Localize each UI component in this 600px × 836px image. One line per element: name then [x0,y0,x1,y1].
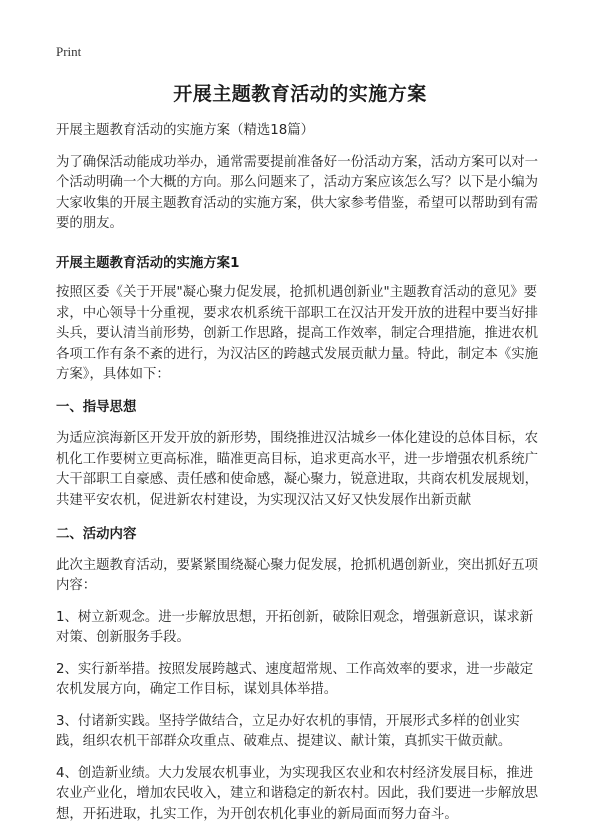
plan-heading: 开展主题教育活动的实施方案1 [56,255,240,271]
document-title: 开展主题教育活动的实施方案 [173,83,427,105]
list-item: 4、创造新业绩。大力发展农机事业，为实现我区农业和农村经济发展目标，推进农业产业化，增加农民收入，建立和谐稳定的新农村。因此，我们要进一步解放思想，开拓进取，扎实工作，为开创农机化事业的新局面而努力奋斗。 [56,765,539,822]
guiding-ideology-paragraph: 为适应滨海新区开发开放的新形势，围绕推进汉沽城乡一体化建设的总体目标，农机化工作要树立更高标准，瞄准更高目标，追求更高水平，进一步增强农机系统广大干部职工自豪感、责任感和使命感，凝心聚力，锐意进取，共商农机发展规划，共建平安农机，促进新农村建设，为实现汉沽又好又快发展作出新贡献 [56,431,539,508]
print-link[interactable]: Print [56,44,82,59]
document-body [56,121,546,836]
guiding-ideology-heading: 一、指导思想 [56,399,137,415]
list-item: 2、实行新举措。按照发展跨越式、速度超常规、工作高效率的要求，进一步敲定农机发展方向，确定工作目标，谋划具体举措。 [56,661,534,697]
intro-paragraph: 为了确保活动能成功举办，通常需要提前准备好一份活动方案，活动方案可以对一个活动明确一个大概的方向。那么问题来了，活动方案应该怎么写？以下是小编为大家收集的开展主题教育活动的实施方案，供大家参考借鉴，希望可以帮助到有需要的朋友。 [56,154,539,231]
document-subtitle: 开展主题教育活动的实施方案（精选18篇） [56,123,315,138]
activity-content-heading: 二、活动内容 [56,527,137,542]
list-item: 3、付诸新实践。坚持学做结合，立足办好农机的事情，开展形式多样的创业实践，组织农机干部群众攻重点、破难点、提建议、献计策，真抓实干做贡献。 [56,713,520,749]
activity-content-paragraph: 此次主题教育活动，要紧紧围绕凝心聚力促发展，抢抓机遇创新业，突出抓好五项内容： [56,557,539,593]
list-item: 1、树立新观念。进一步解放思想，开拓创新，破除旧观念，增强新意识，谋求新对策、创新服务手段。 [56,609,534,645]
plan-paragraph: 按照区委《关于开展"凝心聚力促发展，抢抓机遇创新业"主题教育活动的意见》要求，中心领导十分重视，要求农机系统干部职工在汉沽开发开放的进程中要当好排头兵，要认清当前形势，创新工作思路，提高工作效率，制定合理措施，推进农机各项工作有条不紊的进行，为汉沽区的跨越式发展贡献力量。特此，制定本《实施方案》，具体如下： [56,285,539,382]
